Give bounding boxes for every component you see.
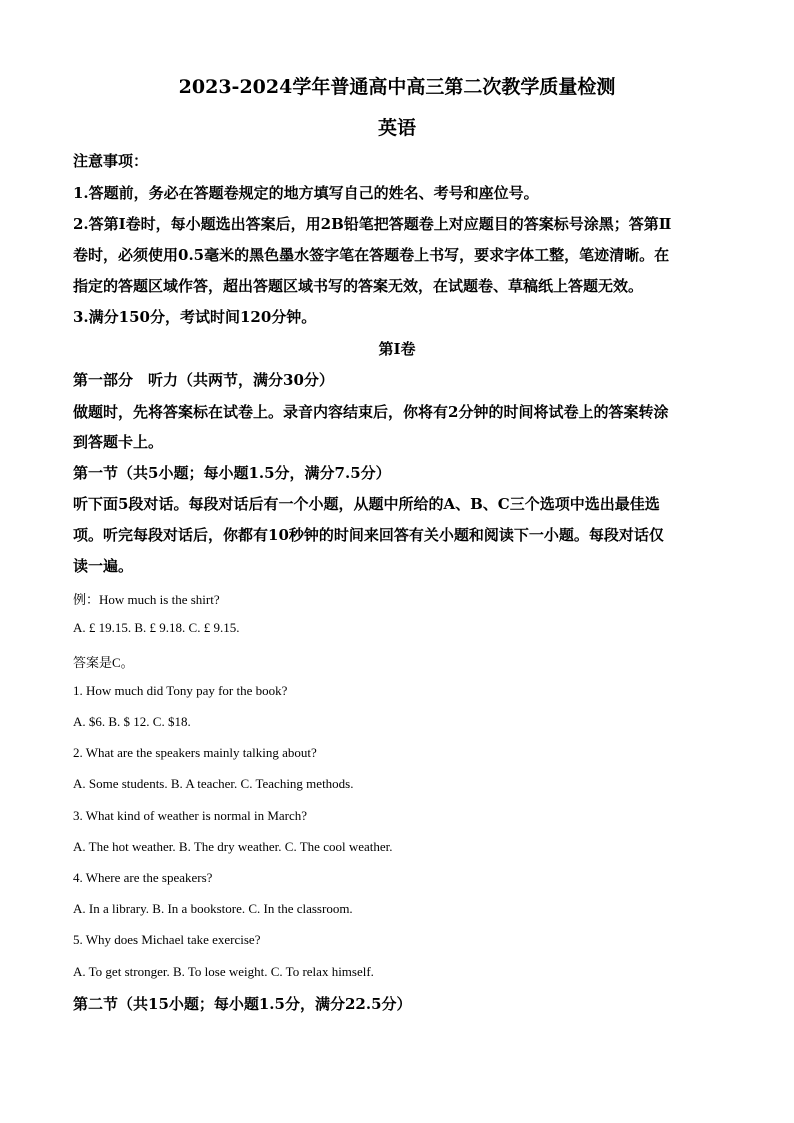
section1-intro-line-3: 读一遍。 [73, 557, 134, 575]
notice-item-2-line-2: 卷时，必须使用0.5毫米的黑色墨水签字笔在答题卷上书写，要求字体工整，笔迹清晰。在 [73, 246, 670, 264]
exam-title: 2023-2024学年普通高中高三第二次教学质量检测 [178, 76, 616, 98]
question-1: 1. How much did Tony pay for the book? [73, 683, 288, 698]
notice-item-1: 1.答题前，务必在答题卷规定的地方填写自己的姓名、考号和座位号。 [73, 184, 539, 202]
question-1-options: A. $6. B. $ 12. C. $18. [73, 714, 191, 729]
part1-heading: 第一部分 听力（共两节，满分30分） [73, 371, 334, 389]
section1-intro-line-1: 听下面5段对话。每段对话后有一个小题，从题中所给的A、B、C三个选项中选出最佳选 [73, 495, 660, 513]
question-2-options: A. Some students. B. A teacher. C. Teaching methods. [73, 776, 354, 791]
question-3-options: A. The hot weather. B. The dry weather. C. The cool weather. [73, 839, 393, 854]
subject-title: 英语 [377, 117, 416, 139]
example-question: 例：How much is the shirt? [73, 592, 220, 607]
question-4-options: A. In a library. B. In a bookstore. C. In the classroom. [73, 901, 353, 916]
notice-item-3: 3.满分150分，考试时间120分钟。 [73, 308, 317, 326]
section1-heading: 第一节（共5小题；每小题1.5分，满分7.5分） [73, 464, 391, 482]
notice-item-2-line-3: 指定的答题区域作答，超出答题区域书写的答案无效，在试题卷、草稿纸上答题无效。 [73, 277, 644, 295]
part1-intro-line-1: 做题时，先将答案标在试卷上。录音内容结束后，你将有2分钟的时间将试卷上的答案转涂 [73, 403, 669, 421]
example-options: A. £ 19.15. B. £ 9.18. C. £ 9.15. [73, 620, 240, 635]
question-3: 3. What kind of weather is normal in March? [73, 808, 308, 823]
notice-heading: 注意事项： [73, 152, 149, 170]
section1-intro-line-2: 项。听完每段对话后，你都有10秒钟的时间来回答有关小题和阅读下一小题。每段对话仅 [73, 526, 664, 544]
part1-intro-line-2: 到答题卡上。 [73, 433, 164, 451]
example-answer: 答案是C。 [73, 655, 134, 670]
question-2: 2. What are the speakers mainly talking about? [73, 745, 317, 760]
notice-item-2-line-1: 2.答第Ⅰ卷时，每小题选出答案后，用2B铅笔把答题卷上对应题目的答案标号涂黑；答第Ⅱ [73, 215, 672, 233]
question-5: 5. Why does Michael take exercise? [73, 932, 261, 947]
section2-heading: 第二节（共15小题；每小题1.5分，满分22.5分） [73, 995, 412, 1013]
volume-heading: 第Ⅰ卷 [378, 340, 416, 358]
question-5-options: A. To get stronger. B. To lose weight. C. To relax himself. [73, 964, 374, 979]
question-4: 4. Where are the speakers? [73, 870, 213, 885]
